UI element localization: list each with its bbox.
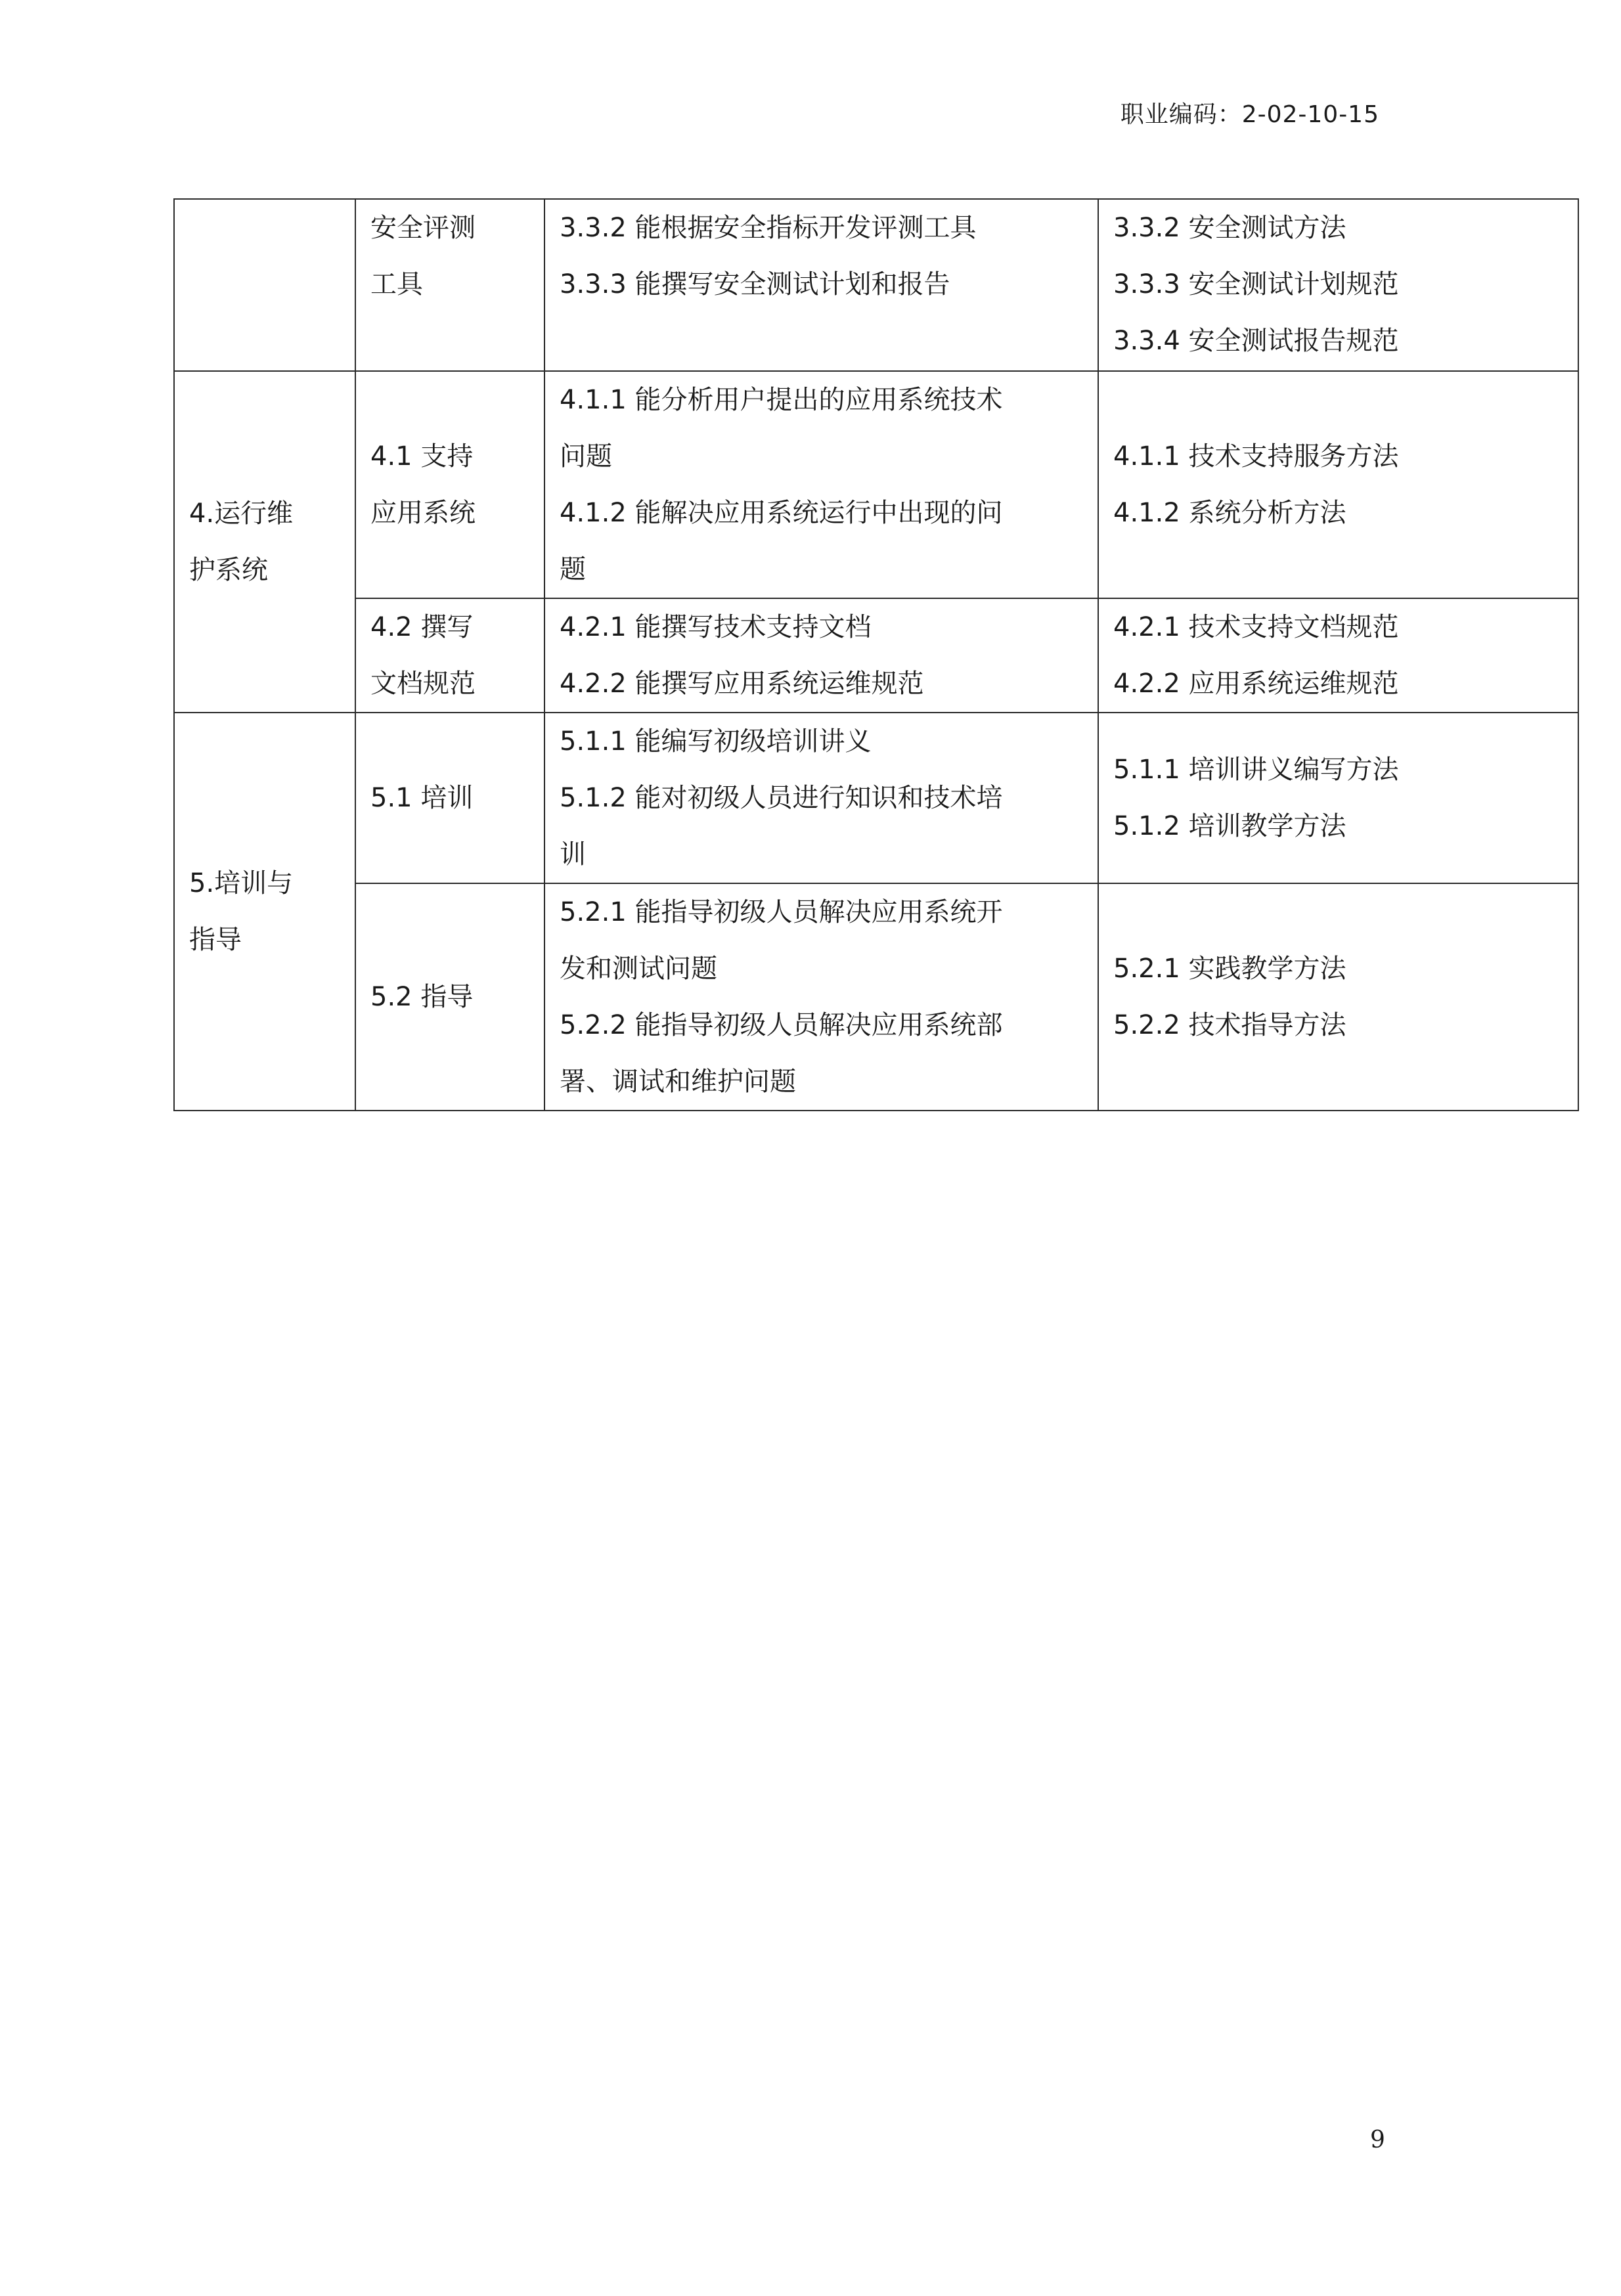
skill-line: 署、调试和维护问题 (560, 1067, 796, 1097)
work-item-line: 5.1 培训 (370, 783, 474, 813)
skill-line: 题 (560, 554, 586, 585)
skill-cell (544, 883, 1098, 1111)
function-line: 4.运行维 (189, 498, 294, 529)
table-row (174, 371, 1578, 598)
occupation-code: 职业编码：2-02-10-15 (1120, 101, 1379, 128)
knowledge-line: 4.2.2 应用系统运维规范 (1113, 669, 1399, 699)
skill-line: 发和测试问题 (560, 954, 717, 984)
skill-cell (544, 598, 1098, 713)
skill-line: 3.3.3 能撰写安全测试计划和报告 (560, 269, 950, 299)
knowledge-cell (1098, 713, 1578, 883)
skill-line: 问题 (560, 441, 612, 472)
skill-line: 3.3.2 能根据安全指标开发评测工具 (560, 213, 977, 243)
work-item-line: 4.2 撰写 (370, 612, 474, 642)
work-item-line: 安全评测 (370, 213, 476, 243)
skill-line: 5.1.2 能对初级人员进行知识和技术培 (560, 783, 1003, 813)
knowledge-cell (1098, 371, 1578, 598)
table-row (174, 883, 1578, 1111)
knowledge-cell (1098, 199, 1578, 371)
function-cell (174, 199, 355, 371)
function-line: 指导 (189, 925, 242, 955)
knowledge-line: 4.1.2 系统分析方法 (1113, 498, 1346, 528)
skill-line: 训 (560, 839, 586, 870)
skill-line: 5.1.1 能编写初级培训讲义 (560, 726, 872, 757)
skill-line: 5.2.2 能指导初级人员解决应用系统部 (560, 1010, 1003, 1040)
work-item-line: 应用系统 (370, 498, 476, 528)
work-item-cell (355, 199, 544, 371)
function-cell (174, 371, 355, 713)
knowledge-line: 4.2.1 技术支持文档规范 (1113, 612, 1399, 642)
knowledge-line: 4.1.1 技术支持服务方法 (1113, 441, 1399, 472)
knowledge-line: 5.1.1 培训讲义编写方法 (1113, 755, 1399, 785)
skill-requirements-table (173, 198, 1579, 1111)
function-cell (174, 713, 355, 1111)
work-item-line: 工具 (370, 269, 423, 299)
function-line: 护系统 (189, 555, 268, 585)
work-item-cell (355, 883, 544, 1111)
knowledge-line: 3.3.2 安全测试方法 (1113, 213, 1346, 243)
work-item-line: 5.2 指导 (370, 982, 474, 1012)
work-item-cell (355, 371, 544, 598)
knowledge-cell (1098, 883, 1578, 1111)
table-row (174, 713, 1578, 883)
knowledge-line: 5.1.2 培训教学方法 (1113, 811, 1346, 841)
skill-line: 4.1.1 能分析用户提出的应用系统技术 (560, 385, 1003, 415)
skill-line: 5.2.1 能指导初级人员解决应用系统开 (560, 897, 1003, 927)
skill-line: 4.2.1 能撰写技术支持文档 (560, 612, 872, 642)
function-line: 5.培训与 (189, 868, 294, 898)
knowledge-line: 3.3.3 安全测试计划规范 (1113, 269, 1399, 299)
table-row (174, 199, 1578, 371)
knowledge-line: 3.3.4 安全测试报告规范 (1113, 326, 1399, 356)
work-item-cell (355, 598, 544, 713)
work-item-line: 4.1 支持 (370, 441, 474, 472)
table-row (174, 598, 1578, 713)
skill-cell (544, 199, 1098, 371)
skill-cell (544, 371, 1098, 598)
work-item-line: 文档规范 (370, 669, 476, 699)
page-number: 9 (1370, 2127, 1385, 2153)
knowledge-line: 5.2.1 实践教学方法 (1113, 954, 1346, 984)
knowledge-cell (1098, 598, 1578, 713)
skill-line: 4.1.2 能解决应用系统运行中出现的问 (560, 498, 1003, 528)
skill-line: 4.2.2 能撰写应用系统运维规范 (560, 669, 924, 699)
knowledge-line: 5.2.2 技术指导方法 (1113, 1010, 1346, 1040)
work-item-cell (355, 713, 544, 883)
skill-cell (544, 713, 1098, 883)
